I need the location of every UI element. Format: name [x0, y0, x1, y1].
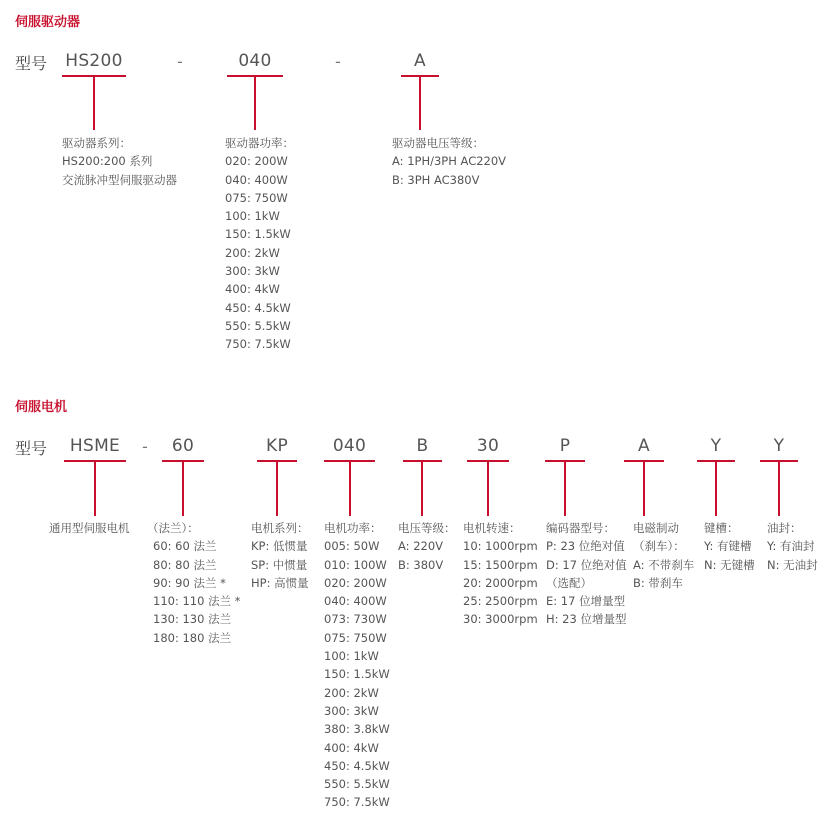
motor-keyway-desc: 键槽： Y: 有键槽 N: 无键槽 — [704, 521, 755, 572]
motor-code-type: HSME — [69, 436, 121, 456]
motor-speed-desc: 电机转速： 10: 1000rpm 15: 1500rpm 20: 2000rpm 25: 2500rpm 30: 3000rpm — [463, 521, 538, 627]
motor-type-desc: 通用型伺服电机 — [49, 521, 130, 535]
motor-section-title: 伺服电机 — [15, 400, 68, 415]
drive-series-desc: 驱动器系列： HS200:200 系列 交流脉冲型伺服驱动器 — [62, 136, 177, 187]
motor-code-flange-connector — [182, 461, 184, 516]
motor-code-power-connector — [349, 461, 351, 516]
drive-code-series: HS200 — [65, 51, 123, 71]
motor-oilseal-desc: 油封： Y: 有油封 N: 无油封 — [767, 521, 818, 572]
drive-code-power-connector — [254, 76, 256, 130]
motor-code-speed-connector — [487, 461, 489, 516]
motor-code-series: KP — [266, 436, 288, 456]
motor-code-voltage: B — [416, 436, 429, 456]
motor-code-oilseal-connector — [778, 461, 780, 516]
motor-code-series-connector — [276, 461, 278, 516]
motor-series-desc: 电机系列： KP: 低惯量 SP: 中惯量 HP: 高惯量 — [251, 521, 309, 590]
motor-code-voltage-connector — [421, 461, 423, 516]
drive-code-voltage-connector — [419, 76, 421, 130]
motor-code-encoder: P — [559, 436, 571, 456]
motor-code-type-connector — [94, 461, 96, 516]
motor-code-oilseal: Y — [773, 436, 785, 456]
drive-section-title: 伺服驱动器 — [15, 15, 81, 30]
motor-code-encoder-connector — [564, 461, 566, 516]
drive-dash-1: - — [177, 52, 183, 71]
motor-code-keyway: Y — [710, 436, 722, 456]
motor-code-brake-connector — [643, 461, 645, 516]
motor-code-brake: A — [638, 436, 650, 456]
drive-model-label: 型号 — [15, 54, 48, 73]
drive-voltage-desc: 驱动器电压等级： A: 1PH/3PH AC220V B: 3PH AC380V — [392, 136, 507, 187]
motor-voltage-desc: 电压等级： A: 220V B: 380V — [398, 521, 456, 572]
motor-dash-1: - — [142, 437, 148, 456]
motor-brake-desc: 电磁制动 （刹车）： A: 不带刹车 B: 带刹车 — [633, 521, 695, 590]
drive-code-power: 040 — [238, 51, 272, 71]
motor-power-desc: 电机功率： 005: 50W 010: 100W 020: 200W 040: 400W 073: 730W 075: 750W 100: 1kW 150: 1.5kW 200: 2kW 300: 3kW 380: 3.8kW 400: 4kW 450: 4.5kW 550: 5.5kW 750: 7.5kW — [324, 521, 390, 810]
motor-code-power: 040 — [332, 436, 367, 456]
drive-code-series-connector — [93, 76, 95, 130]
motor-code-speed: 30 — [476, 436, 500, 456]
motor-code-keyway-connector — [715, 461, 717, 516]
motor-encoder-desc: 编码器型号： P: 23 位绝对值 D: 17 位绝对值 （选配） E: 17 位增量型 H: 23 位增量型 — [546, 521, 627, 627]
motor-code-flange: 60 — [171, 436, 195, 456]
drive-code-voltage: A — [414, 51, 426, 71]
motor-flange-desc: （法兰）： 60: 60 法兰 80: 80 法兰 90: 90 法兰 * 110: 110 法兰 * 130: 130 法兰 180: 180 法兰 — [147, 521, 241, 645]
motor-model-label: 型号 — [15, 439, 48, 458]
drive-dash-2: - — [335, 52, 341, 71]
drive-power-desc: 驱动器功率： 020: 200W 040: 400W 075: 750W 100: 1kW 150: 1.5kW 200: 2kW 300: 3kW 400: 4kW 450: 4.5kW 550: 5.5kW 750: 7.5kW — [225, 136, 294, 352]
